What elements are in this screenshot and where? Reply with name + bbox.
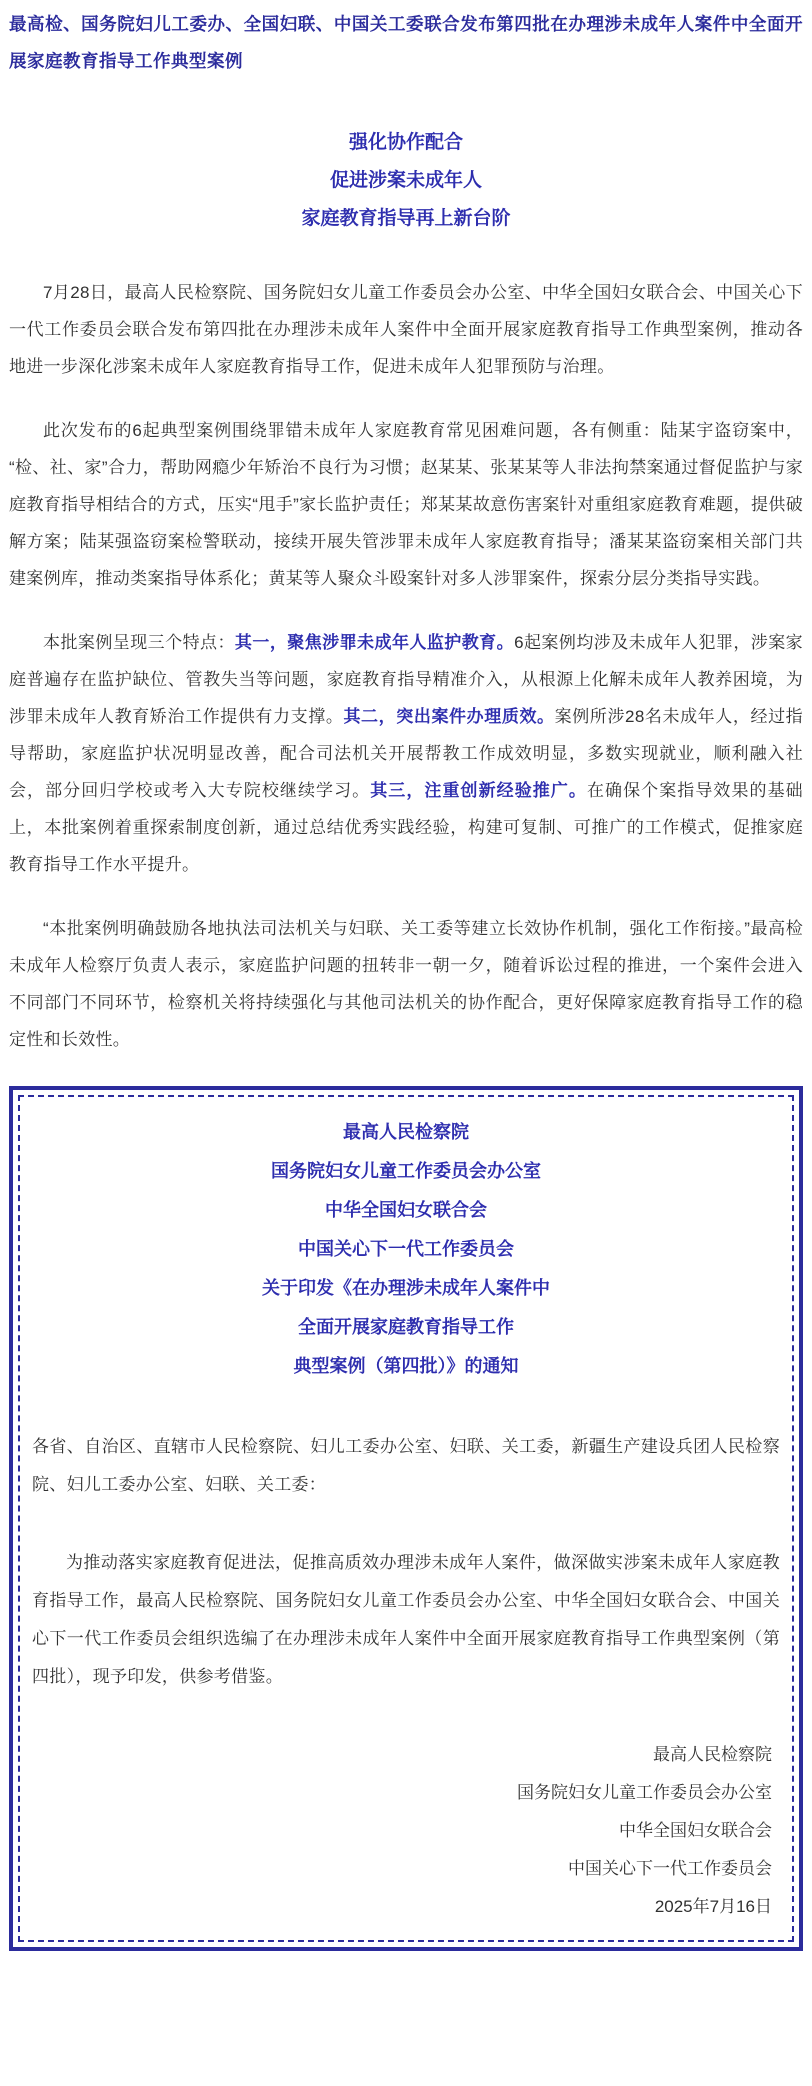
notice-heading-line: 国务院妇女儿童工作委员会办公室: [271, 1161, 541, 1181]
subtitle-line: 强化协作配合: [348, 132, 463, 153]
notice-paragraph: 为推动落实家庭教育促进法，促推高质效办理涉未成年人案件，做深做实涉案未成年人家庭教育指导工作，最高人民检察院、国务院妇女儿童工作委员会办公室、中华全国妇女联合会、中国关心下一代工作委员会组织选编了在办理涉未成年人案件中全面开展家庭教育指导工作典型案例（第四批），现予印发，供参考借鉴。: [32, 1553, 780, 1686]
notice-heading-line: 关于印发《在办理涉未成年人案件中: [262, 1278, 550, 1298]
notice-heading-line: 中国关心下一代工作委员会: [298, 1239, 514, 1259]
body-text: “本批案例明确鼓励各地执法司法机关与妇联、关工委等建立长效协作机制，强化工作衔接。”最高检未成年人检察厅负责人表示，家庭监护问题的扭转非一朝一夕，随着诉讼过程的推进，一个案件会进入不同部门不同环节，检察机关将持续强化与其他司法机关的协作配合，更好保障家庭教育指导工作的稳定性和长效性。: [9, 919, 803, 1049]
body-text: 此次发布的6起典型案例围绕罪错未成年人家庭教育常见困难问题，各有侧重：陆某宇盗窃案中，“检、社、家”合力，帮助网瘾少年矫治不良行为习惯；赵某某、张某某等人非法拘禁案通过督促监护与家庭教育指导相结合的方式，压实“甩手”家长监护责任；郑某某故意伤害案针对重组家庭教育难题，提供破解方案；陆某强盗窃案检警联动，接续开展失管涉罪未成年人家庭教育指导；潘某某盗窃案相关部门共建案例库，推动类案指导体系化；黄某等人聚众斗殴案针对多人涉罪案件，探索分层分类指导实践。: [9, 421, 803, 588]
article-title: 最高检、国务院妇儿工委办、全国妇联、中国关工委联合发布第四批在办理涉未成年人案件中全面开展家庭教育指导工作典型案例: [9, 14, 803, 71]
body-text: 6起案例均涉及未成年人犯罪，涉案家庭普遍存在监护缺位、管教失当等问题，家庭教育指导精准介入，从根源上化解未成年人教养困境，为涉罪未成年人教育矫治工作提供有力支撑。: [9, 633, 803, 726]
article-body: [9, 274, 803, 1058]
signature-line: 最高人民检察院: [653, 1745, 772, 1764]
signature-block: [32, 1736, 780, 1926]
notice-heading-line: 最高人民检察院: [343, 1122, 469, 1142]
signature-line: 中华全国妇女联合会: [619, 1821, 772, 1840]
body-text: 本批案例呈现三个特点：: [43, 633, 235, 652]
body-paragraph: [9, 412, 803, 597]
subtitle-line: 促进涉案未成年人: [329, 170, 482, 191]
notice-salutation: 各省、自治区、直辖市人民检察院、妇儿工委办公室、妇联、关工委，新疆生产建设兵团人民检察院、妇儿工委办公室、妇联、关工委：: [32, 1437, 780, 1494]
subtitle-line: 家庭教育指导再上新台阶: [301, 208, 511, 229]
notice-box-inner: [18, 1095, 794, 1942]
body-text: 在确保个案指导效果的基础上，本批案例着重探索制度创新，通过总结优秀实践经验，构建可复制、可推广的工作模式，促推家庭教育指导工作水平提升。: [9, 781, 803, 874]
notice-heading-line: 中华全国妇女联合会: [325, 1200, 487, 1220]
highlight-text: 其一，聚焦涉罪未成年人监护教育。: [234, 633, 515, 652]
article-subtitle-block: [9, 124, 803, 238]
body-paragraph: [9, 624, 803, 883]
notice-heading-line: 全面开展家庭教育指导工作: [298, 1317, 514, 1337]
highlight-text: 其二，突出案件办理质效。: [343, 707, 555, 726]
signature-line: 国务院妇女儿童工作委员会办公室: [517, 1783, 772, 1802]
notice-heading-block: [32, 1113, 780, 1386]
notice-box: [9, 1086, 803, 1951]
body-text: 7月28日，最高人民检察院、国务院妇女儿童工作委员会办公室、中华全国妇女联合会、中国关心下一代工作委员会联合发布第四批在办理涉未成年人案件中全面开展家庭教育指导工作典型案例，推动各地进一步深化涉案未成年人家庭教育指导工作，促进未成年人犯罪预防与治理。: [9, 283, 803, 376]
body-paragraph: [9, 910, 803, 1058]
body-text: 案例所涉28名未成年人，经过指导帮助，家庭监护状况明显改善，配合司法机关开展帮教工作成效明显，多数实现就业，顺利融入社会，部分回归学校或考入大专院校继续学习。: [9, 707, 803, 800]
highlight-text: 其三，注重创新经验推广。: [370, 781, 587, 800]
signature-line: 中国关心下一代工作委员会: [568, 1859, 772, 1878]
notice-heading-line: 典型案例（第四批）》的通知: [293, 1356, 519, 1376]
body-paragraph: [9, 274, 803, 385]
signature-line: 2025年7月16日: [654, 1897, 772, 1916]
